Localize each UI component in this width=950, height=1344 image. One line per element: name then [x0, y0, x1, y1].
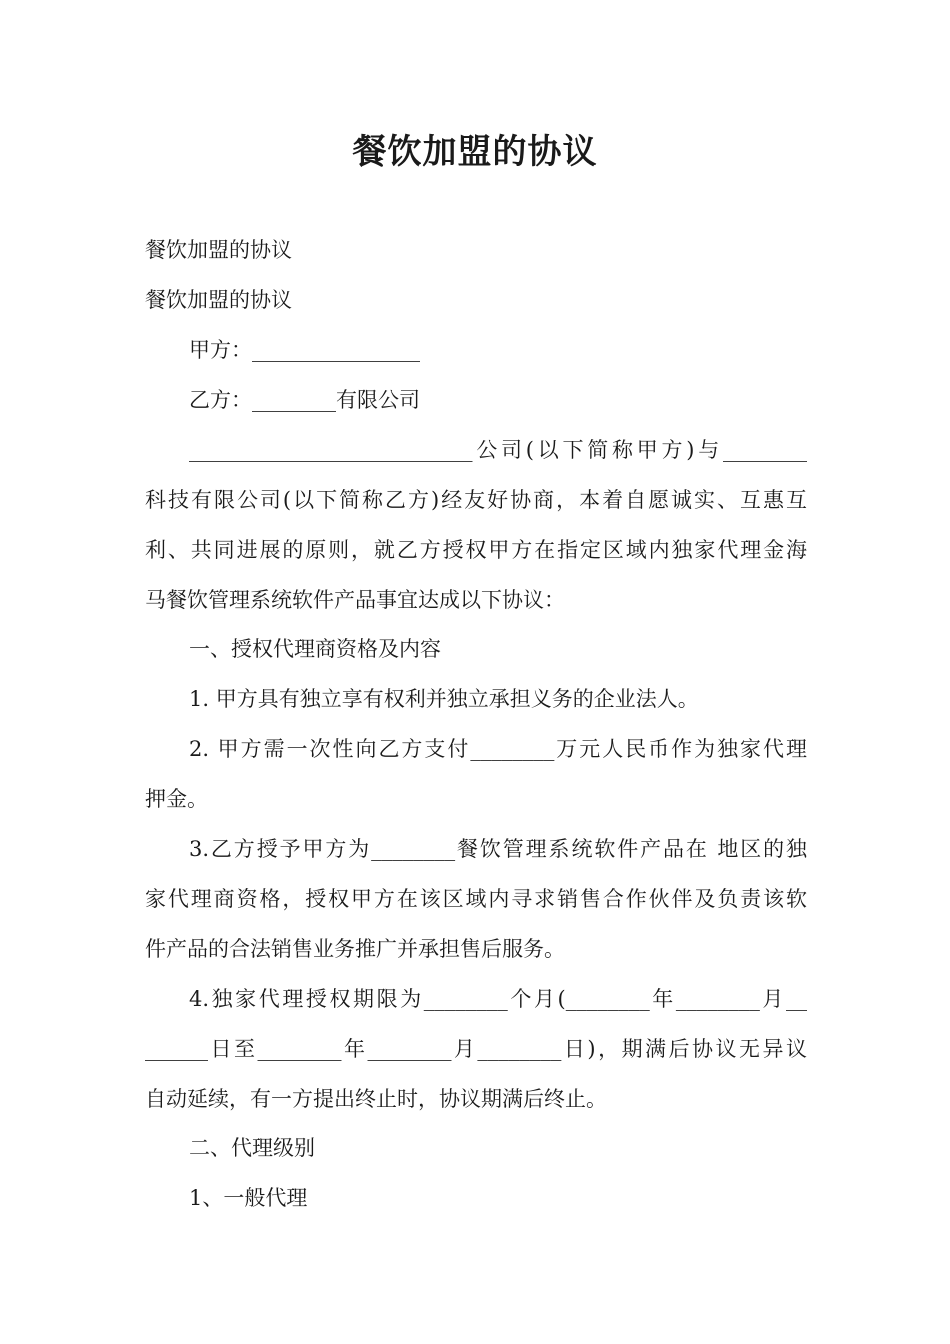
clause-4-line: 4.独家代理授权期限为________个月(________年________月__	[189, 987, 807, 1011]
section-heading-2: 二、代理级别	[189, 1136, 315, 1160]
intro-paragraph-line: 科技有限公司(以下简称乙方)经友好协商，本着自愿诚实、互惠互	[145, 488, 807, 512]
clause-2-line: 2. 甲方需一次性向乙方支付________万元人民币作为独家代理	[189, 737, 807, 761]
clause-4-line: ______日至________年________月________日)，期满后协议无异议	[145, 1037, 807, 1061]
section-heading-1: 一、授权代理商资格及内容	[189, 637, 441, 661]
clause-2-line: 押金。	[145, 787, 208, 811]
clause-3-line: 3.乙方授予甲方为________餐饮管理系统软件产品在 地区的独	[189, 837, 807, 861]
document-title: 餐饮加盟的协议	[352, 132, 598, 172]
party-a-line: 甲方：________________	[189, 338, 420, 362]
clause-3-line: 家代理商资格，授权甲方在该区域内寻求销售合作伙伴及负责该软	[145, 887, 807, 911]
clause-3-line: 件产品的合法销售业务推广并承担售后服务。	[145, 937, 565, 961]
clause-1-line: 1. 甲方具有独立享有权利并独立承担义务的企业法人。	[189, 687, 699, 711]
subtitle-line-1: 餐饮加盟的协议	[145, 238, 292, 262]
party-b-line: 乙方：________有限公司	[189, 388, 420, 412]
intro-paragraph-line: ___________________________公司(以下简称甲方)与________	[189, 438, 807, 462]
clause-4-line: 自动延续，有一方提出终止时，协议期满后终止。	[145, 1087, 607, 1111]
subtitle-line-2: 餐饮加盟的协议	[145, 288, 292, 312]
subsection-heading: 1、一般代理	[189, 1186, 308, 1210]
intro-paragraph-line: 利、共同进展的原则，就乙方授权甲方在指定区域内独家代理金海	[145, 538, 807, 562]
intro-paragraph-line: 马餐饮管理系统软件产品事宜达成以下协议：	[145, 588, 565, 612]
